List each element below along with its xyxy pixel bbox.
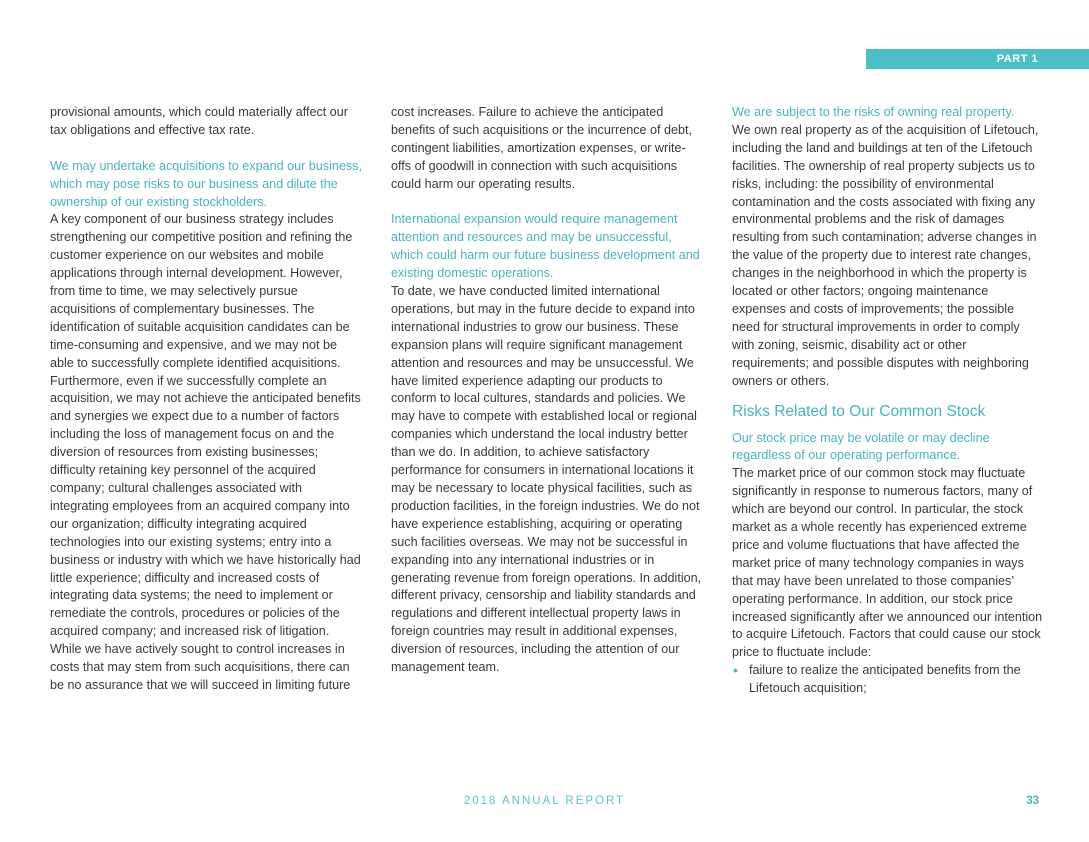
bullet-text: failure to realize the anticipated benefits from the Lifetouch acquisition; — [749, 663, 1021, 696]
part-tab — [866, 49, 1089, 69]
paragraph: We own real property as of the acquisition of Lifetouch, including the land and buildings at ten of the Lifetouch facilities. The ownership of real property subjects us to risks, including: the possibility of environmental contamination and the costs associated with fixing any environmental problems and the risk of damages resulting from such contamination; adverse changes in the value of the property due to interest rate changes, changes in the neighborhood in which the property is located or other factors; ongoing maintenance expenses and costs of improvements; the possible need for structural improvements in order to comply with zoning, seismic, disability act or other requirements; and possible disputes with neighboring owners or others. — [732, 122, 1039, 388]
risk-heading: Our stock price may be volatile or may decline regardless of our operating performance. — [732, 430, 990, 463]
risk-heading: We are subject to the risks of owning real property. — [732, 105, 1015, 119]
column-1 — [50, 104, 362, 695]
paragraph: A key component of our business strategy includes strengthening our competitive position and refining the customer experience on our websites and mobile applications through internal development. However, from time to time, we may selectively pursue acquisitions of complementary businesses. The identification of suitable acquisition candidates can be time-consuming and expensive, and we may not be able to successfully complete identified acquisitions. Furthermore, even if we successfully complete an acquisition, we may not achieve the anticipated benefits and synergies we expect due to a number of factors including the loss of management focus on and the diversion of resources from existing businesses; difficulty retaining key personnel of the acquired company; cultural challenges associated with integrating employees from an acquired company into our organization; difficulty integrating acquired technologies into our existing systems; entry into a business or industry with which we have historically had little experience; difficulty and increased costs of integrating data systems; the need to implement or remediate the controls, procedures or policies of the acquired company; and increased risk of litigation. While we have actively sought to control increases in costs that may stem from such acquisitions, there can be no assurance that we will succeed in limiting future — [50, 212, 361, 692]
column-3 — [732, 104, 1044, 698]
bullet-dot-icon: • — [733, 662, 738, 679]
column-2 — [391, 104, 703, 677]
part-label: PART 1 — [996, 53, 1038, 65]
bullet-item — [732, 662, 1044, 698]
risk-heading: International expansion would require management attention and resources and may be unsuccessful, which could harm our future business development and existing domestic operations. — [391, 212, 700, 281]
paragraph: provisional amounts, which could materially affect our tax obligations and effective tax rate. — [50, 105, 348, 137]
paragraph: cost increases. Failure to achieve the anticipated benefits of such acquisitions or the incurrence of debt, contingent liabilities, amortization expenses, or write-offs of goodwill in connection with such acquisitions could harm our operating results. — [391, 105, 693, 191]
paragraph: The market price of our common stock may fluctuate significantly in response to numerous factors, many of which are beyond our control. In particular, the stock market as a whole recently has experienced extreme price and volume fluctuations that have affected the market price of many technology companies in ways that may have been unrelated to those companies’ operating performance. In addition, our stock price increased significantly after we announced our intention to acquire Lifetouch. Factors that could cause our stock price to fluctuate include: — [732, 466, 1043, 660]
paragraph: To date, we have conducted limited international operations, but may in the future decide to expand into international industries to grow our business. These expansion plans will require significant management attention and resources and may be unsuccessful. We have limited experience adapting our products to conform to local cultures, standards and policies. We may have to compete with established local or regional companies which understand the local industry better than we do. In addition, to achieve satisfactory performance for consumers in international locations it may be necessary to locate physical facilities, such as production facilities, in the foreign industries. We do not have experience establishing, acquiring or operating such facilities overseas. We may not be successful in expanding into any international industries or in generating revenue from foreign operations. In addition, different privacy, censorship and liability standards and regulations and different intellectual property laws in foreign countries may result in additional expenses, diversion of resources, including the attention of our management team. — [391, 284, 702, 675]
footer-report-label: 2018 ANNUAL REPORT — [463, 795, 626, 807]
section-title: Risks Related to Our Common Stock — [732, 402, 986, 420]
risk-heading: We may undertake acquisitions to expand our business, which may pose risks to our business and dilute the ownership of our existing stockholders. — [50, 158, 362, 209]
page-number: 33 — [1026, 795, 1039, 807]
